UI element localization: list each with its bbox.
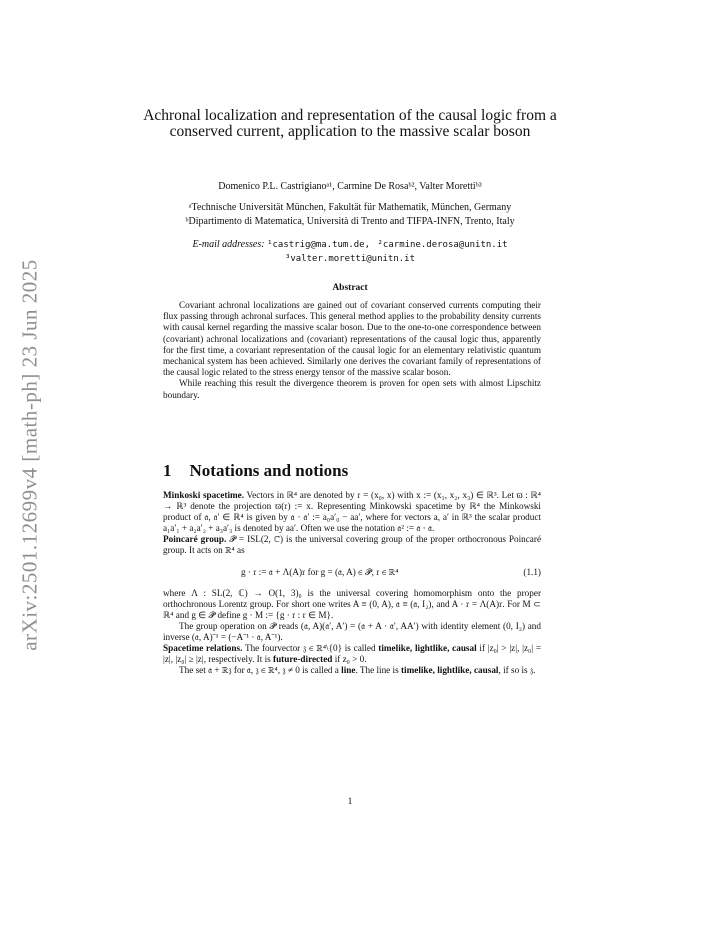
author-list: Domenico P.L. Castrigianoᵃ¹, Carmine De Rosaᵇ², Valter Morettiᵇ³	[218, 181, 482, 192]
paragraph-lorentz: where Λ : SL(2, ℂ) → O(1, 3)₀ is the universal covering homomorphism onto the proper orthochronous Lorentz group. For short one writes A ≡ (0, A), 𝔞 ≡ (𝔞, I₂), and A · 𝔯 = Λ(A)𝔯. For M ⊂ ℝ⁴ and g ∈ 𝒫̃ define g · M := {g · 𝔯 : 𝔯 ∈ M}.	[163, 587, 541, 620]
paragraph-group-operation: The group operation on 𝒫̃ reads (𝔞, A)(𝔞′, A′) = (𝔞 + A · 𝔞′, AA′) with identity element (0, I₂) and inverse (𝔞, A)⁻¹ = (−A⁻¹ · 𝔞, A⁻¹).	[163, 620, 541, 643]
email-label: E-mail addresses:	[192, 239, 265, 250]
affiliation-b: ᵇDipartimento di Matematica, Università di Trento and TIFPA-INFN, Trento, Italy	[185, 216, 515, 227]
paragraph-line	[163, 665, 541, 676]
paragraph-head: Minkoski spacetime.	[163, 490, 245, 500]
term-bold: timelike, lightlike, causal	[378, 643, 477, 654]
page-number: 1	[347, 797, 353, 807]
paper-title: Achronal localization and representation of the causal logic from a conserved current, application to the massive scalar boson	[143, 107, 557, 140]
paragraph-text: Vectors in ℝ⁴ are denoted by 𝔯 = (x₀, x) with x := (x₁, x₂, x₃) ∈ ℝ³. Let ϖ : ℝ⁴ → ℝ³ denote the projection ϖ(𝔯) := x. Representing Minkowski spacetime by ℝ⁴ the Minkowski product of 𝔞, 𝔞′ ∈ ℝ⁴ is given by 𝔞 · 𝔞′ := a₀a′₀ − aa′, where for vectors a, a′ in ℝ³ the scalar product a₁a′₁ + a₂a′₂ + a₃a′₃ is denoted by aa′. Often we use the notation 𝔞² := 𝔞 · 𝔞.	[163, 490, 541, 534]
section-title: Notations and notions	[189, 461, 349, 480]
paragraph-head: Poincaré group.	[163, 534, 227, 545]
paragraph-text: 𝒫̃ = ISL(2, ℂ) is the universal covering group of the proper orthocronous Poincaré group. It acts on ℝ⁴ as	[163, 534, 542, 556]
paragraph-minkowski	[163, 490, 541, 534]
paragraph-head: Spacetime relations.	[163, 643, 243, 654]
term-bold: future-directed	[273, 654, 333, 665]
paragraph-text: if z₀ > 0.	[334, 654, 367, 665]
term-bold: timelike, lightlike, causal	[400, 665, 499, 676]
affiliation-a: ᵃTechnische Universität München, Fakultät für Mathematik, München, Germany	[188, 202, 512, 213]
equation-body: g · 𝔯 := 𝔞 + Λ(A)𝔯 for g = (𝔞, A) ∈ 𝒫̃, 𝔯 ∈ ℝ⁴	[241, 566, 399, 577]
equation-1-1	[163, 567, 541, 578]
section-number: 1	[163, 461, 172, 480]
paragraph-text: . The line is	[355, 665, 399, 676]
section-body	[163, 490, 541, 676]
abstract	[163, 300, 541, 401]
abstract-paragraph: While reaching this result the divergence theorem is proven for open sets with almost Lipschitz boundary.	[163, 378, 541, 400]
section-heading	[163, 461, 348, 481]
abstract-paragraph: Covariant achronal localizations are gained out of covariant conserved currents computing their flux passing through achronal surfaces. This general method applies to the probability density currents with causal kernel regarding the massive scalar boson. Due to the one-to-one correspondence between (covariant) achronal localizations and (covariant) representations of the causal logic thus, apparently for the first time, a covariant representation of the causal logic for an elementary relativistic quantum mechanical system has been achieved. Similarly one derives the covariant family of representations of the causal logic related to the stress energy tensor of the massive scalar boson.	[163, 300, 541, 378]
paragraph-poincare	[163, 534, 541, 556]
abstract-heading: Abstract	[332, 283, 368, 293]
arxiv-identifier	[8, 250, 52, 660]
paragraph-text: if |z₀| > |z|, |z₀| = |z|, |z₀| ≥ |z|, respectively. It is	[163, 643, 542, 665]
paragraph-text: The set 𝔞 + ℝ𝔷 for 𝔞, 𝔷 ∈ ℝ⁴, 𝔷 ≠ 0 is called a	[179, 665, 339, 676]
email-3[interactable]: ³valter.moretti@unitn.it	[284, 254, 416, 264]
email-1[interactable]: ¹castrig@ma.tum.de,	[267, 240, 371, 250]
paragraph-spacetime-relations	[163, 643, 541, 665]
paragraph-text: , if so is 𝔷.	[498, 665, 536, 676]
paragraph-text: The fourvector 𝔷 ∈ ℝ⁴\{0} is called	[244, 643, 376, 654]
email-2[interactable]: ²carmine.derosa@unitn.it	[377, 240, 508, 250]
term-bold: line	[341, 665, 356, 676]
arxiv-id-text: arXiv:2501.12699v4 [math-ph] 23 Jun 2025	[17, 259, 42, 651]
email-block	[124, 238, 576, 266]
equation-number: (1.1)	[523, 566, 541, 577]
